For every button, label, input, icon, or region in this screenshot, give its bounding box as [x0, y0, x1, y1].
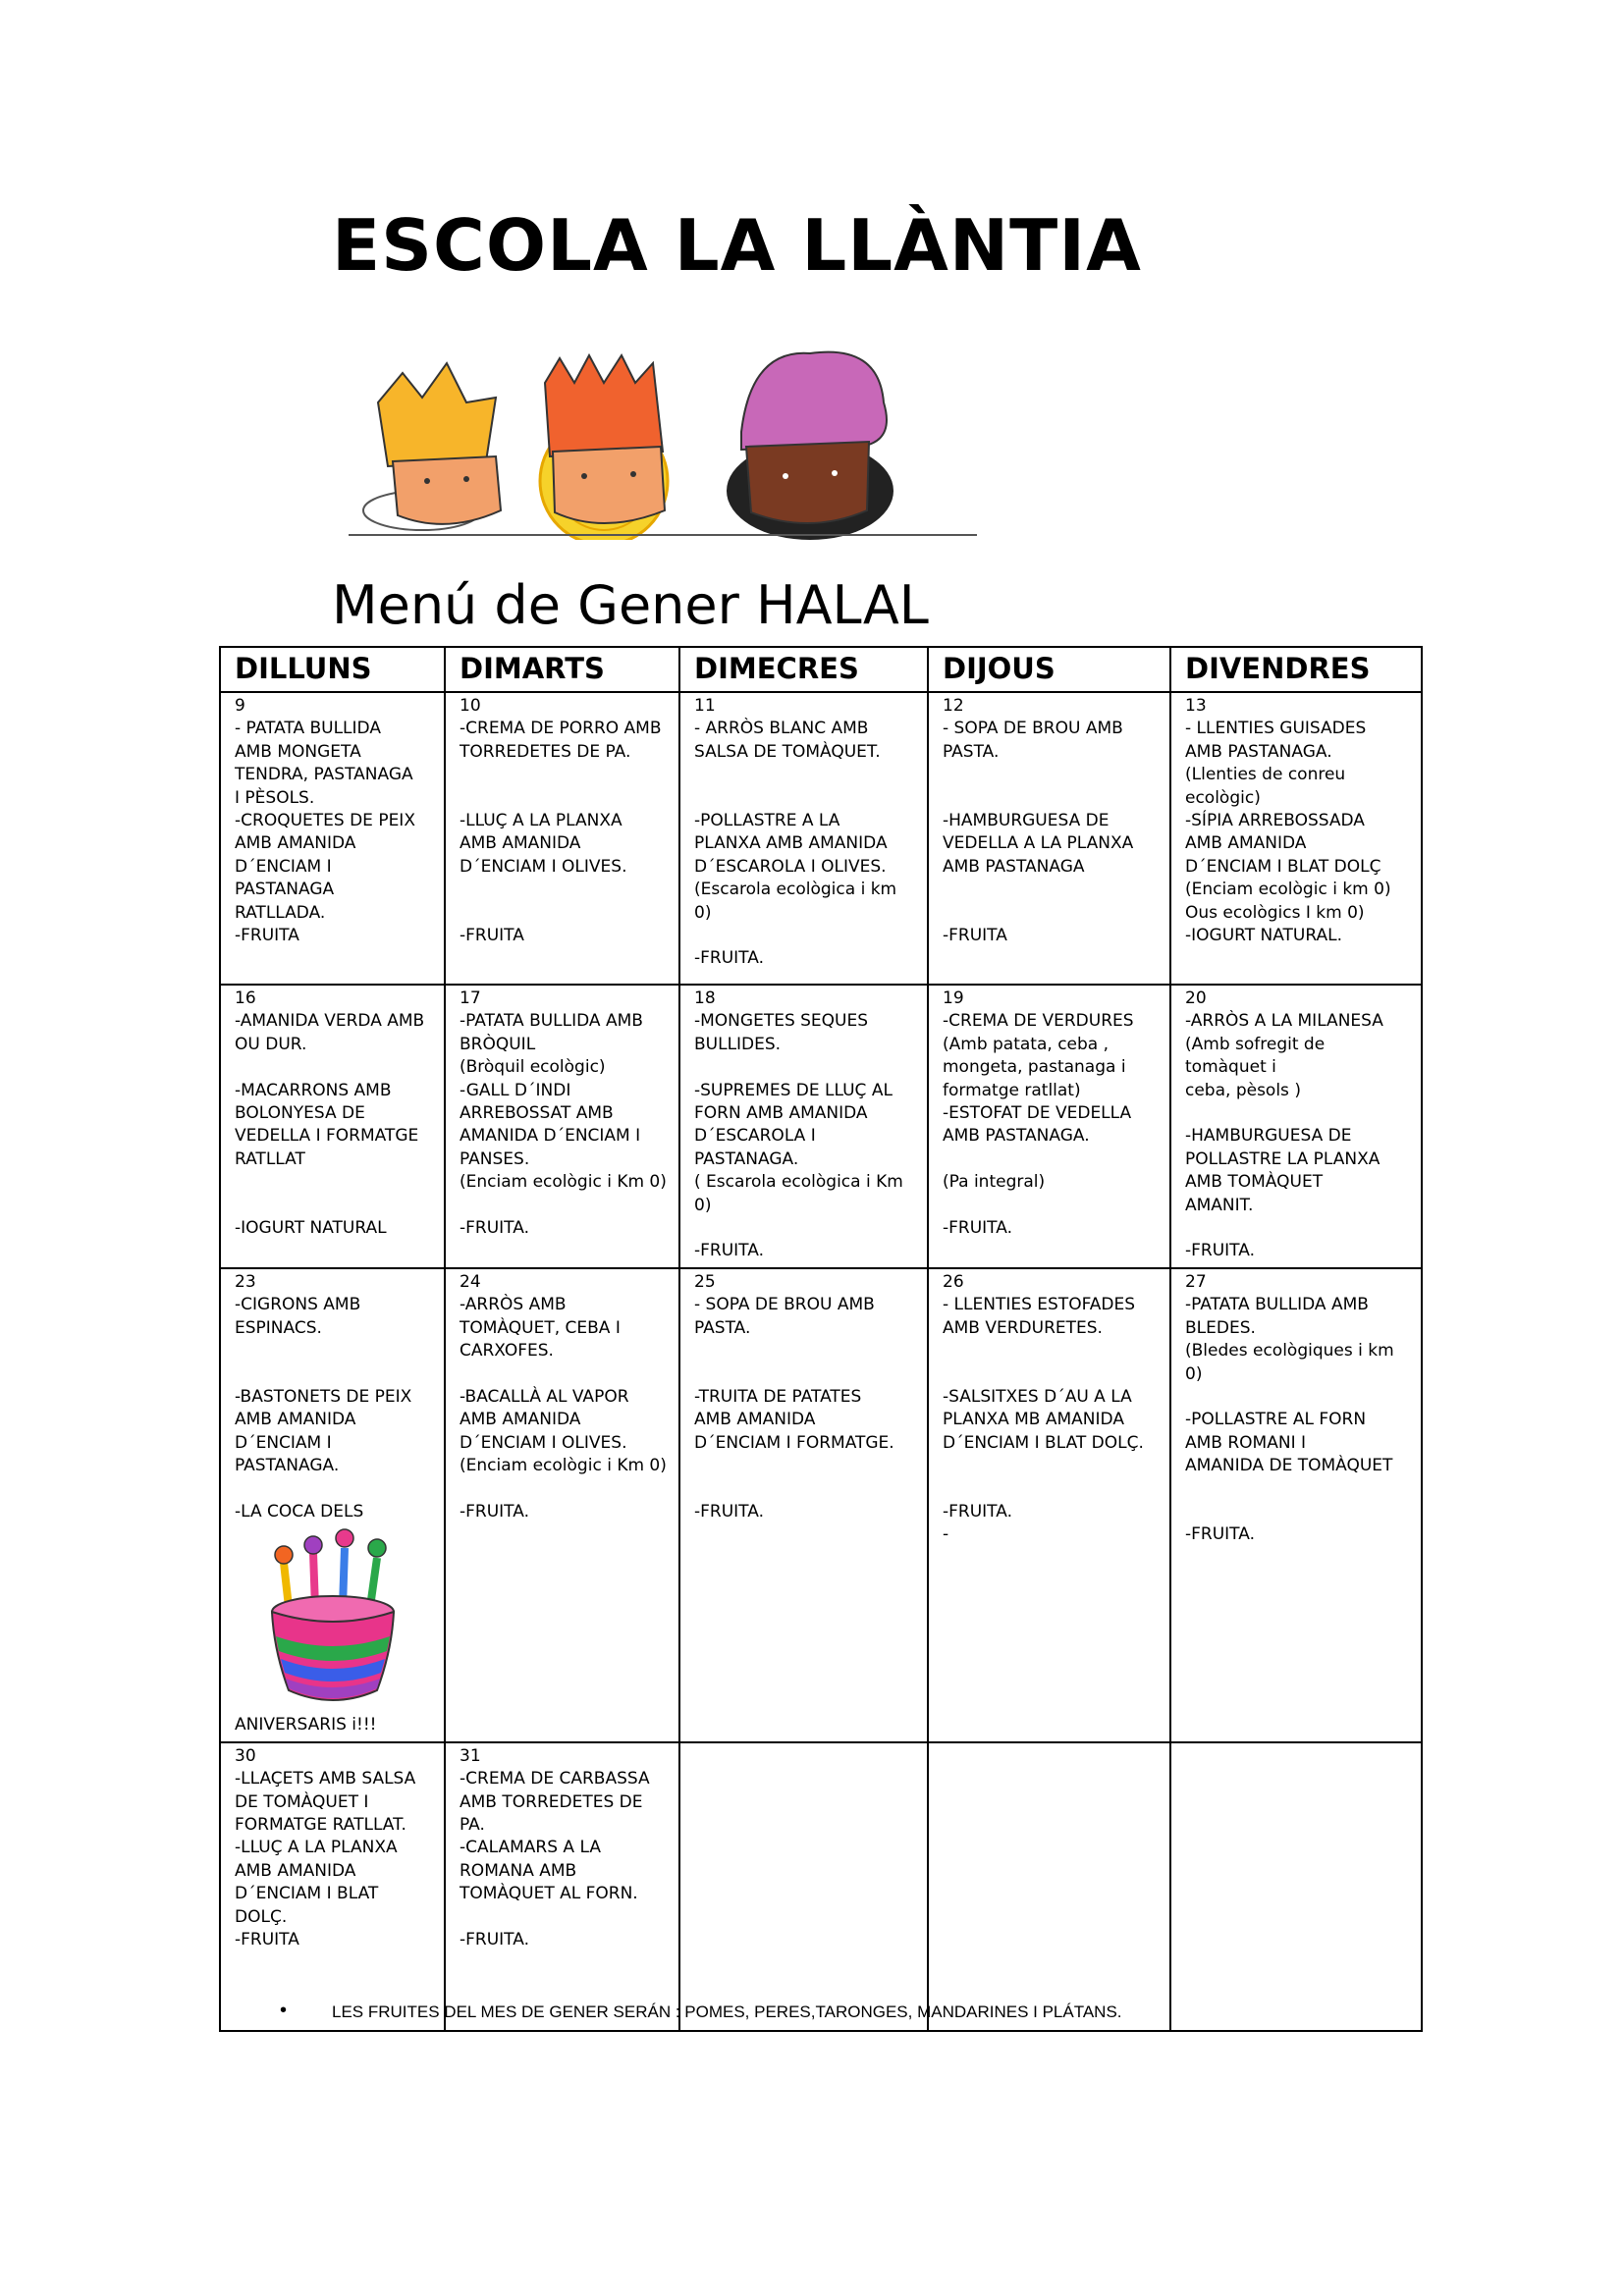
menu-cell-text: 23 -CIGRONS AMB ESPINACS. -BASTONETS DE PEIX AMB AMANIDA D´ENCIAM I PASTANAGA. -LA COCA DELS: [235, 1271, 412, 1522]
day-header-monday: DILLUNS: [220, 647, 445, 692]
menu-cell: [679, 985, 928, 1268]
menu-cell: [445, 1268, 679, 1742]
birthday-cake-icon: [264, 1523, 402, 1710]
menu-cell-text: 18 -MONGETES SEQUES BULLIDES. -SUPREMES DE LLUÇ AL FORN AMB AMANIDA D´ESCAROLA I PASTANAGA. ( Escarola ecològica i Km 0) -FRUITA.: [694, 988, 903, 1261]
menu-cell: [1170, 985, 1422, 1268]
bullet-icon: •: [280, 2000, 288, 2021]
menu-cell: [445, 1742, 679, 2031]
menu-cell: [679, 1268, 928, 1742]
menu-cell-text: 19 -CREMA DE VERDURES (Amb patata, ceba , mongeta, pastanaga i formatge ratllat) -ESTOFAT DE VEDELLA AMB PASTANAGA. (Pa integral) -FRUITA.: [943, 988, 1134, 1239]
menu-cell-text: 13 - LLENTIES GUISADES AMB PASTANAGA. (Llenties de conreu ecològic) -SÍPIA ARREBOSSADA AMB AMANIDA D´ENCIAM I BLAT DOLÇ (Enciam ecològic i km 0) Ous ecològics I km 0) -IOGURT NATURAL.: [1185, 696, 1391, 946]
menu-cell: [220, 1742, 445, 2031]
menu-cell: [928, 692, 1170, 985]
menu-cell-text: 12 - SOPA DE BROU AMB PASTA. -HAMBURGUESA DE VEDELLA A LA PLANXA AMB PASTANAGA -FRUITA: [943, 696, 1134, 946]
menu-cell-text: 11 - ARRÒS BLANC AMB SALSA DE TOMÀQUET. -POLLASTRE A LA PLANXA AMB AMANIDA D´ESCAROLA I OLIVES. (Escarola ecològica i km 0) -FRUITA.: [694, 696, 897, 969]
day-header-tuesday: DIMARTS: [445, 647, 679, 692]
menu-cell: [1170, 1268, 1422, 1742]
menu-cell-text: 27 -PATATA BULLIDA AMB BLEDES. (Bledes ecològiques i km 0) -POLLASTRE AL FORN AMB ROMANI I AMANIDA DE TOMÀQUET -FRUITA.: [1185, 1271, 1394, 1545]
menu-cell: [220, 692, 445, 985]
menu-cell: [220, 1268, 445, 1742]
menu-cell: [928, 985, 1170, 1268]
menu-cell-text: 30 -LLAÇETS AMB SALSA DE TOMÀQUET I FORMATGE RATLLAT. -LLUÇ A LA PLANXA AMB AMANIDA D´ENCIAM I BLAT DOLÇ. -FRUITA: [235, 1745, 416, 1949]
menu-subtitle: Menú de Gener HALAL: [332, 574, 929, 636]
page-title: ESCOLA LA LLÀNTIA: [332, 204, 1142, 287]
king-left-icon: [363, 363, 501, 530]
menu-cell-text: 24 -ARRÒS AMB TOMÀQUET, CEBA I CARXOFES. -BACALLÀ AL VAPOR AMB AMANIDA D´ENCIAM I OLIVES. (Enciam ecològic i Km 0) -FRUITA.: [460, 1271, 667, 1522]
menu-cell: [220, 985, 445, 1268]
table-row: [220, 692, 1422, 985]
king-right-icon: [727, 352, 893, 540]
day-header-wednesday: DIMECRES: [679, 647, 928, 692]
menu-cell: [445, 985, 679, 1268]
menu-cell-text: 17 -PATATA BULLIDA AMB BRÒQUIL (Bròquil ecològic) -GALL D´INDI ARREBOSSAT AMB AMANIDA D´ENCIAM I PANSES. (Enciam ecològic i Km 0) -FRUITA.: [460, 988, 667, 1239]
menu-cell-text: 10 -CREMA DE PORRO AMB TORREDETES DE PA. -LLUÇ A LA PLANXA AMB AMANIDA D´ENCIAM I OLIVES. -FRUITA: [460, 696, 662, 946]
menu-cell-empty: [1170, 1742, 1422, 2031]
menu-cell: [1170, 692, 1422, 985]
three-kings-illustration: [349, 344, 977, 540]
birthday-label: ANIVERSARIS i!!!: [235, 1715, 377, 1735]
day-header-friday: DIVENDRES: [1170, 647, 1422, 692]
king-middle-icon: [540, 355, 668, 540]
table-row: [220, 985, 1422, 1268]
menu-cell-text: 25 - SOPA DE BROU AMB PASTA. -TRUITA DE PATATES AMB AMANIDA D´ENCIAM I FORMATGE. -FRUITA.: [694, 1271, 894, 1522]
menu-cell-empty: [928, 1742, 1170, 2031]
menu-cell: [679, 692, 928, 985]
menu-cell-text: 31 -CREMA DE CARBASSA AMB TORREDETES DE PA. -CALAMARS A LA ROMANA AMB TOMÀQUET AL FORN. -FRUITA.: [460, 1745, 650, 1949]
menu-cell-text: 9 - PATATA BULLIDA AMB MONGETA TENDRA, PASTANAGA I PÈSOLS. -CROQUETES DE PEIX AMB AMANIDA D´ENCIAM I PASTANAGA RATLLADA. -FRUITA: [235, 696, 415, 946]
menu-cell-empty: [679, 1742, 928, 2031]
menu-cell: [928, 1268, 1170, 1742]
menu-cell-text: 26 - LLENTIES ESTOFADES AMB VERDURETES. -SALSITXES D´AU A LA PLANXA MB AMANIDA D´ENCIAM I BLAT DOLÇ. -FRUITA. -: [943, 1271, 1144, 1545]
day-header-thursday: DIJOUS: [928, 647, 1170, 692]
menu-cell: [445, 692, 679, 985]
menu-cell-text: 20 -ARRÒS A LA MILANESA (Amb sofregit de tomàquet i ceba, pèsols ) -HAMBURGUESA DE POLLASTRE LA PLANXA AMB TOMÀQUET AMANIT. -FRUITA.: [1185, 988, 1383, 1261]
menu-table: [219, 646, 1423, 2032]
table-row: [220, 1742, 1422, 2031]
menu-cell-text: 16 -AMANIDA VERDA AMB OU DUR. -MACARRONS AMB BOLONYESA DE VEDELLA I FORMATGE RATLLAT -IOGURT NATURAL: [235, 988, 425, 1239]
fruits-note-text: LES FRUITES DEL MES DE GENER SERÁN : POMES, PERES,TARONGES, MANDARINES I PLÁTANS.: [332, 2002, 1122, 2021]
days-header-row: [220, 647, 1422, 692]
table-row: [220, 1268, 1422, 1742]
